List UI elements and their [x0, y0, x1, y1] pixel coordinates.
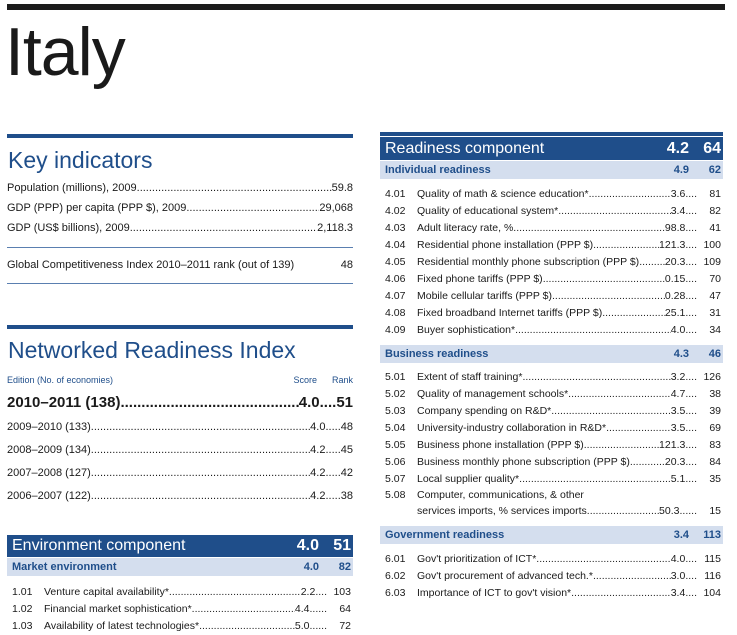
nri-score: 4.2: [310, 490, 326, 502]
component-score: 4.0: [296, 537, 319, 554]
nri-history-row: 2008–2009 (134) ..... 4.2 ..... 45: [7, 439, 353, 462]
indicator-value: 29,068: [319, 202, 353, 214]
item-rank: 83: [709, 439, 721, 451]
item-score: 4.0: [670, 324, 686, 336]
item-label: Venture capital availability*: [44, 586, 169, 598]
item-label: Gov't prioritization of ICT*: [417, 553, 537, 565]
item-label: Adult literacy rate, %: [417, 222, 514, 234]
section-rule: [7, 325, 353, 329]
section-rule: [7, 134, 353, 138]
indicator-row: [7, 178, 353, 198]
item-rank: 34: [709, 324, 721, 336]
item-rank: 70: [709, 273, 721, 285]
item-rank: 100: [703, 239, 721, 251]
subcomponent-title: Business readiness: [385, 348, 489, 360]
item-number: 6.01: [385, 553, 406, 565]
item-rank: 104: [703, 587, 721, 599]
indicator-label: GDP (PPP) per capita (PPP $), 2009: [7, 202, 187, 214]
indicator-item: 4.02 Quality of educational system* ..... 3.4 .... 82: [380, 203, 723, 220]
indicator-item: 6.03 Importance of ICT to gov't vision* ..... 3.4 .... 104: [380, 585, 723, 602]
item-rank: 109: [703, 256, 721, 268]
readiness-header: [380, 137, 723, 160]
nri-edition: 2006–2007 (122): [7, 490, 91, 502]
indicator-item: 5.06 Business monthly phone subscription (PPP $) ..... 20.3 .... 84: [380, 454, 723, 471]
environment-section: [7, 535, 353, 635]
gci-value: 48: [340, 259, 353, 271]
item-label: Residential phone installation (PPP $): [417, 239, 594, 251]
item-label: Importance of ICT to gov't vision*: [417, 587, 572, 599]
indicator-item: 6.02 Gov't procurement of advanced tech.* ..... 3.0 .... 116: [380, 568, 723, 585]
nri-rank: 42: [340, 467, 353, 479]
item-number: 5.01: [385, 371, 406, 383]
item-number: 4.09: [385, 324, 406, 336]
subcomponent-rank: 113: [703, 529, 721, 541]
nri-rank: 48: [340, 421, 353, 433]
indicator-item: 1.03 Availability of latest technologies* ..... 5.0 ...... 72: [7, 618, 353, 635]
item-label: Business phone installation (PPP $): [417, 439, 584, 451]
component-title: Environment component: [12, 537, 186, 554]
subcomponent-rank: 82: [338, 561, 351, 573]
item-rank: 72: [339, 620, 351, 632]
nri-score: 4.2: [310, 467, 326, 479]
item-rank: 39: [709, 405, 721, 417]
nri-edition: 2007–2008 (127): [7, 467, 91, 479]
subcomponent-title: Government readiness: [385, 529, 505, 541]
item-label: Quality of management schools*: [417, 388, 569, 400]
section-rule: [380, 132, 723, 136]
government-readiness-list: [380, 551, 723, 602]
item-rank: 47: [709, 290, 721, 302]
nri-col-edition: Edition (No. of economies): [7, 375, 114, 385]
item-score: 5.0: [294, 620, 310, 632]
nri-score: 4.0: [298, 394, 320, 411]
item-rank: 81: [709, 188, 721, 200]
subcomponent-rank: 46: [708, 348, 721, 360]
nri-edition: 2009–2010 (133): [7, 421, 91, 433]
indicator-item-line: [380, 488, 723, 503]
indicator-item: 5.05 Business phone installation (PPP $) ..... 121.3 .... 83: [380, 437, 723, 454]
item-number: 6.03: [385, 587, 406, 599]
item-score: 121.3: [659, 239, 686, 251]
gci-label: Global Competitiveness Index 2010–2011 rank (out of 139): [7, 259, 295, 271]
item-number: 4.06: [385, 273, 406, 285]
item-number: 4.02: [385, 205, 406, 217]
item-label: Residential monthly phone subscription (PPP $): [417, 256, 640, 268]
nri-rank: 51: [336, 394, 353, 411]
indicator-item: 1.01 Venture capital availability* ..... 2.2 .... 103: [7, 584, 353, 601]
subcomponent-score: 4.3: [673, 348, 689, 360]
item-score: 3.5: [670, 405, 686, 417]
component-title: Readiness component: [385, 139, 545, 157]
indicator-item: 1.02 Financial market sophistication* ..... 4.4 ...... 64: [7, 601, 353, 618]
indicator-item: 4.01 Quality of math & science education* ..... 3.6 .... 81: [380, 186, 723, 203]
subcomponent-rank: 62: [708, 164, 721, 176]
item-score: 121.3: [659, 439, 686, 451]
item-rank: 38: [709, 388, 721, 400]
nri-edition: 2008–2009 (134): [7, 444, 91, 456]
subcomponent-title: Individual readiness: [385, 164, 491, 176]
component-score: 4.2: [666, 139, 689, 157]
item-number: 5.02: [385, 388, 406, 400]
item-rank: 115: [704, 553, 721, 565]
item-number: 4.05: [385, 256, 406, 268]
item-rank: 103: [333, 586, 351, 598]
indicator-item: 4.04 Residential phone installation (PPP $) ..... 121.3 .... 100: [380, 237, 723, 254]
item-label: Local supplier quality*: [417, 473, 520, 485]
item-score: 4.0: [670, 553, 686, 565]
item-score: 0.28: [664, 290, 686, 302]
indicator-item: 6.01 Gov't prioritization of ICT* ..... 4.0 .... 115: [380, 551, 723, 568]
individual-readiness-list: [380, 186, 723, 339]
item-score: 3.2: [670, 371, 686, 383]
component-rank: 51: [333, 537, 351, 554]
item-label: Fixed broadband Internet tariffs (PPP $): [417, 307, 603, 319]
indicator-item: 5.07 Local supplier quality* ..... 5.1 .... 35: [380, 471, 723, 488]
indicator-item: 5.01 Extent of staff training* ..... 3.2 .... 126: [380, 369, 723, 386]
readiness-section: [380, 132, 723, 602]
divider: [7, 283, 353, 284]
indicator-row: [7, 198, 353, 218]
item-rank: 84: [709, 456, 721, 468]
item-label: Company spending on R&D*: [417, 405, 552, 417]
item-label: Mobile cellular tariffs (PPP $): [417, 290, 552, 302]
nri-current-row: 2010–2011 (138) ..... 4.0 .... 51: [7, 390, 353, 416]
item-number: 1.02: [12, 603, 33, 615]
component-rank: 64: [703, 139, 721, 157]
item-rank: 35: [709, 473, 721, 485]
item-score: 98.8: [664, 222, 686, 234]
item-number: 4.04: [385, 239, 406, 251]
nri-col-rank: Rank: [331, 375, 353, 385]
item-number: 6.02: [385, 570, 406, 582]
nri-history-row: 2006–2007 (122) ..... 4.2 ..... 38: [7, 485, 353, 508]
nri-score: 4.2: [310, 444, 326, 456]
item-number: 1.03: [12, 620, 33, 632]
item-label: University-industry collaboration in R&D*: [417, 422, 607, 434]
business-readiness-header: [380, 345, 723, 363]
item-score: 3.6: [670, 188, 686, 200]
item-number: 1.01: [12, 586, 33, 598]
item-label: Availability of latest technologies*: [44, 620, 200, 632]
subcomponent-score: 4.9: [673, 164, 689, 176]
item-label: Business monthly phone subscription (PPP $): [417, 456, 630, 468]
business-readiness-list: [380, 369, 723, 488]
indicator-item: 5.02 Quality of management schools* ..... 4.7 .... 38: [380, 386, 723, 403]
item-number: 5.06: [385, 456, 406, 468]
item-rank: 69: [709, 422, 721, 434]
item-score: 4.7: [670, 388, 686, 400]
item-number: 4.03: [385, 222, 406, 234]
environment-header: [7, 535, 353, 557]
key-indicators-section: [7, 134, 353, 284]
market-environment-header: [7, 558, 353, 576]
item-rank: 15: [709, 505, 721, 517]
item-number: 5.04: [385, 422, 406, 434]
indicator-label: Population (millions), 2009: [7, 182, 137, 194]
nri-col-score: Score: [293, 375, 317, 385]
gci-row: [7, 255, 353, 275]
indicator-label: GDP (US$ billions), 2009: [7, 222, 130, 234]
subcomponent-score: 4.0: [303, 561, 319, 573]
item-number: 4.01: [385, 188, 406, 200]
indicator-item: 4.09 Buyer sophistication* ..... 4.0 .... 34: [380, 322, 723, 339]
item-rank: 82: [709, 205, 721, 217]
item-score: 3.5: [670, 422, 686, 434]
item-score: 25.1: [664, 307, 686, 319]
nri-history-row: 2007–2008 (127) ..... 4.2 ..... 42: [7, 462, 353, 485]
government-readiness-header: [380, 526, 723, 544]
item-score: 4.4: [294, 603, 310, 615]
item-number: 4.07: [385, 290, 406, 302]
indicator-value: 59.8: [331, 182, 353, 194]
top-rule: [7, 4, 725, 10]
item-label: Financial market sophistication*: [44, 603, 192, 615]
item-number: 4.08: [385, 307, 406, 319]
nri-history-row: 2009–2010 (133) ..... 4.0 ..... 48: [7, 416, 353, 439]
key-indicators-title: Key indicators: [8, 147, 153, 173]
nri-edition: 2010–2011 (138): [7, 394, 121, 411]
divider: [7, 247, 353, 248]
indicator-item: 4.06 Fixed phone tariffs (PPP $) ..... 0.15 .... 70: [380, 271, 723, 288]
indicator-item-line: services imports, % services imports ..... 50.3 ...... 15: [380, 503, 723, 520]
item-score: 20.3: [664, 456, 686, 468]
item-rank: 64: [339, 603, 351, 615]
indicator-item: 4.05 Residential monthly phone subscription (PPP $) ..... 20.3 .... 109: [380, 254, 723, 271]
nri-score: 4.0: [310, 421, 326, 433]
nri-rank: 38: [340, 490, 353, 502]
item-label: Computer, communications, & other: [417, 489, 584, 501]
item-score: 3.4: [670, 587, 686, 599]
nri-rank: 45: [340, 444, 353, 456]
item-score: 3.0: [670, 570, 686, 582]
subcomponent-score: 3.4: [673, 529, 689, 541]
item-label: Buyer sophistication*: [417, 324, 516, 336]
item-label: Extent of staff training*: [417, 371, 523, 383]
indicator-item: 4.08 Fixed broadband Internet tariffs (PPP $) ..... 25.1 .... 31: [380, 305, 723, 322]
item-score: 2.2: [300, 586, 316, 598]
individual-readiness-header: [380, 161, 723, 179]
indicator-item: 5.04 University-industry collaboration in R&D* ..... 3.5 .... 69: [380, 420, 723, 437]
indicator-item: 4.07 Mobile cellular tariffs (PPP $) ..... 0.28 .... 47: [380, 288, 723, 305]
item-rank: 126: [703, 371, 721, 383]
indicator-row: [7, 218, 353, 238]
item-label: Quality of math & science education*: [417, 188, 589, 200]
item-label: services imports, % services imports: [417, 505, 587, 517]
item-number: 5.03: [385, 405, 406, 417]
item-rank: 41: [709, 222, 721, 234]
indicator-item: 5.03 Company spending on R&D* ..... 3.5 .... 39: [380, 403, 723, 420]
item-label: Quality of educational system*: [417, 205, 559, 217]
nri-title: Networked Readiness Index: [8, 337, 296, 363]
subcomponent-title: Market environment: [12, 561, 117, 573]
nri-header: [7, 373, 353, 387]
item-number: 5.07: [385, 473, 406, 485]
item-score: 0.15: [664, 273, 686, 285]
nri-section: [7, 325, 353, 508]
item-label: Gov't procurement of advanced tech.*: [417, 570, 593, 582]
item-rank: 31: [709, 307, 721, 319]
item-label: Fixed phone tariffs (PPP $): [417, 273, 543, 285]
item-rank: 116: [704, 570, 721, 582]
item-score: 5.1: [670, 473, 686, 485]
item-score: 20.3: [664, 256, 686, 268]
indicator-item: 4.03 Adult literacy rate, % ..... 98.8 .... 41: [380, 220, 723, 237]
country-title: Italy: [5, 14, 125, 90]
item-score: 50.3: [659, 505, 680, 517]
item-number: 5.05: [385, 439, 406, 451]
item-score: 3.4: [670, 205, 686, 217]
indicator-value: 2,118.3: [317, 222, 353, 234]
item-number: 5.08: [385, 489, 406, 501]
